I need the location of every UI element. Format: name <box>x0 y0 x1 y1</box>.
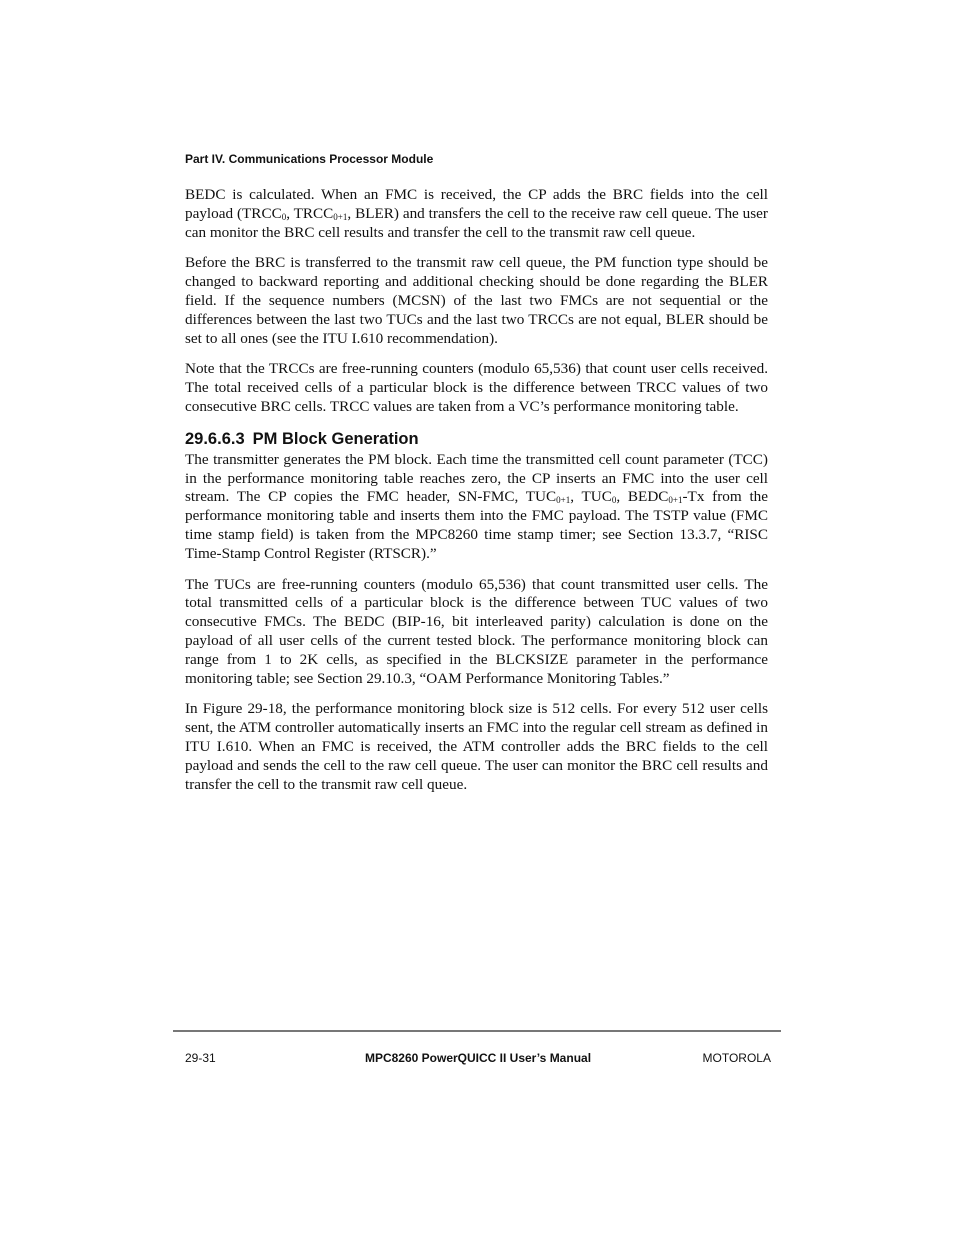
body-text <box>185 186 768 806</box>
running-head: Part IV. Communications Processor Module <box>185 152 434 166</box>
brand-name: MOTOROLA <box>702 1051 771 1065</box>
paragraph-2: Before the BRC is transferred to the transmit raw cell queue, the PM function type should be changed to backward reporting and additional checking should be done regarding the BLER field. If the sequence numbers (MCSN) of the last two FMCs are not sequential or the differences between the last two TUCs and the last two TRCCs are not equal, BLER should be set to all ones (see the ITU I.610 recommendation). <box>185 254 768 347</box>
section-heading <box>185 429 768 449</box>
paragraph-6: In Figure 29-18, the performance monitoring block size is 512 cells. For every 512 user cells sent, the ATM controller automatically inserts an FMC into the regular cell stream as defined in ITU I.610. When an FMC is received, the ATM controller adds the BRC fields to the cell payload and sends the cell to the raw cell queue. The user can monitor the BRC cell results and transfer the cell to the transmit raw cell queue. <box>185 700 768 793</box>
paragraph-1: BEDC is calculated. When an FMC is received, the CP adds the BRC fields into the cell payload ($TRCC_0$, $TRCC_{0+1}$, BLER) and transfers the cell to the receive raw cell queue. The user can monitor the BRC cell results and transfer the cell to the transmit raw cell queue. <box>185 186 768 241</box>
paragraph-3: Note that the TRCCs are free-running counters (modulo 65,536) that count user cells received. The total received cells of a particular block is the difference between TRCC values of two consecutive BRC cells. TRCC values are taken from a VC’s performance monitoring table. <box>185 360 768 415</box>
footer-rule <box>173 1030 781 1032</box>
paragraph-5: The TUCs are free-running counters (modulo 65,536) that count transmitted user cells. The total transmitted cells of a particular block is the difference between TUC values of two consecutive FMCs. The BEDC (BIP-16, bit interleaved parity) calculation is done on the payload of all user cells of the current tested block. The performance monitoring block can range from 1 to 2K cells, as specified in the BLCKSIZE parameter in the performance monitoring table; see Section 29.10.3, “OAM Performance Monitoring Tables.” <box>185 575 768 687</box>
manual-title: MPC8260 PowerQUICC II User’s Manual <box>364 1051 592 1065</box>
section-number: 29.6.6.3 <box>185 429 245 448</box>
page-number: 29-31 <box>185 1051 216 1065</box>
section-title: PM Block Generation <box>252 429 419 448</box>
paragraph-4: The transmitter generates the PM block. Each time the transmitted cell count parameter (TCC) in the performance monitoring table reaches zero, the CP inserts an FMC into the user cell stream. The CP copies the FMC header, SN-FMC, $TUC_{0+1}$, $TUC_0$, $BEDC_{0+1}-Tx$ from the performance monitoring table and inserts them into the FMC payload. The TSTP value (FMC time stamp field) is taken from the MPC8260 time stamp timer; see Section 13.3.7, “RISC Time-Stamp Control Register (RTSCR).” <box>185 450 768 562</box>
